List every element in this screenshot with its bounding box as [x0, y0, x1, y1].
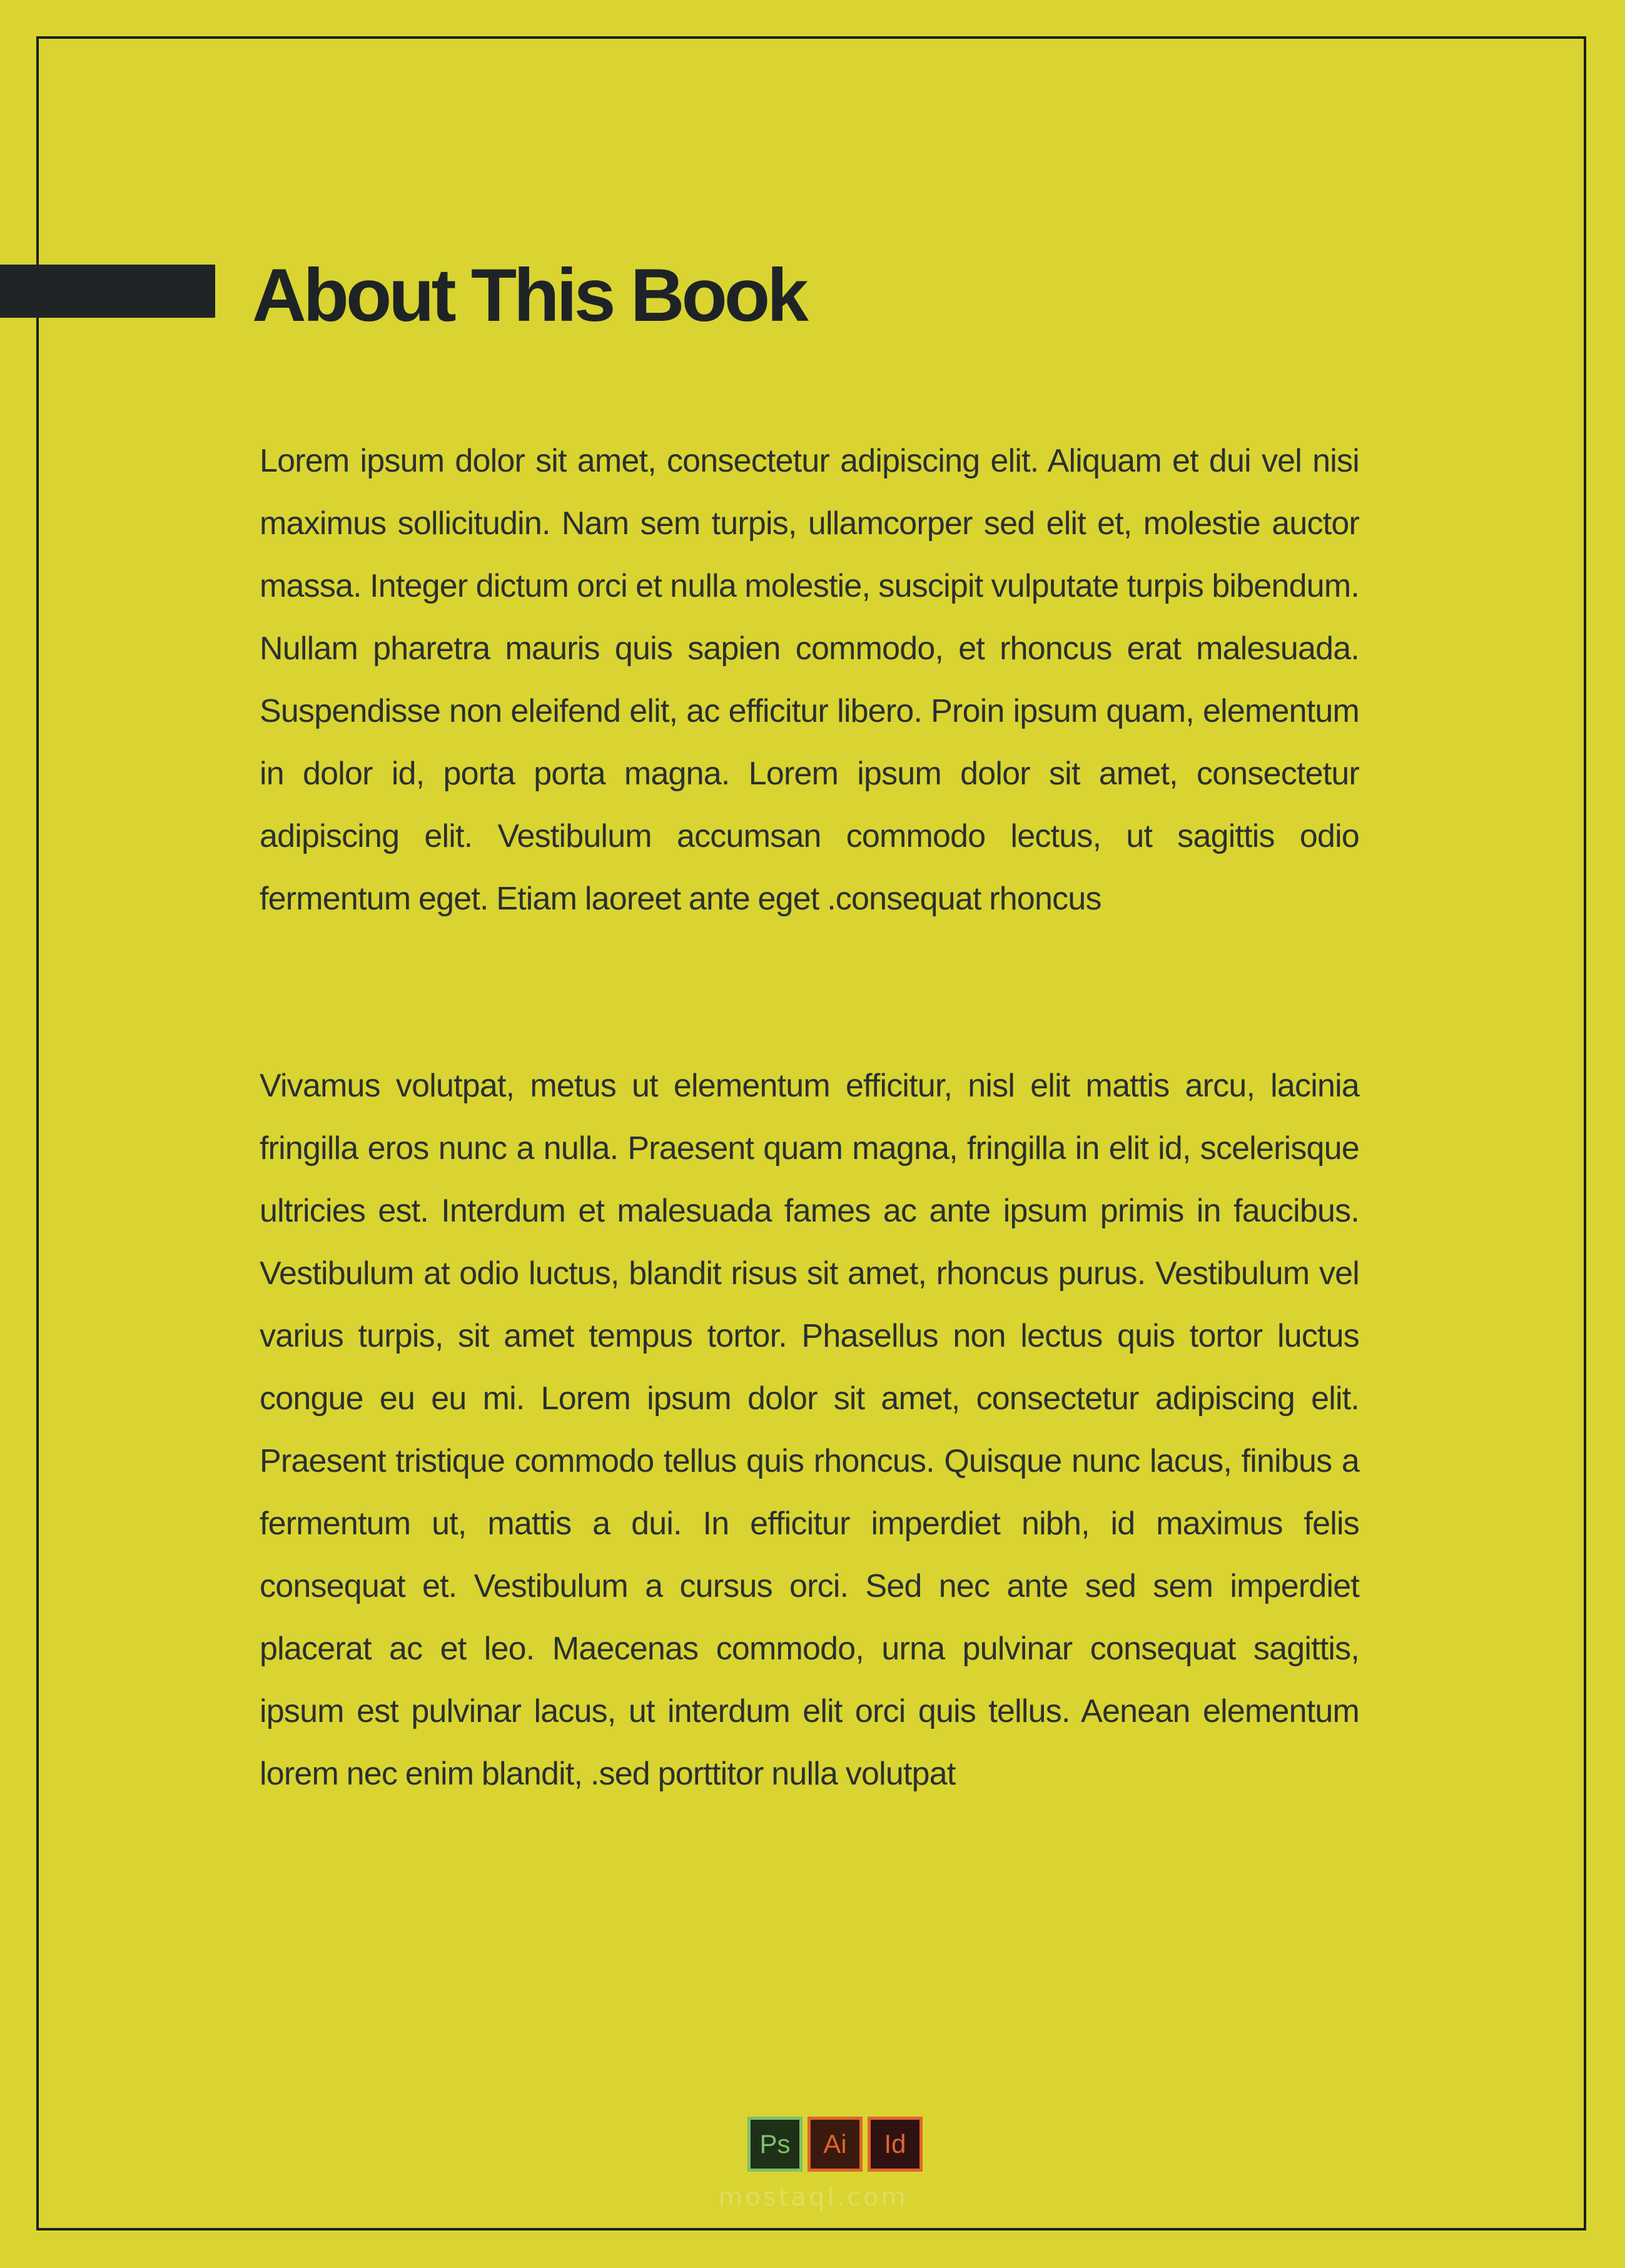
body-paragraph-1: Lorem ipsum dolor sit amet, consectetur adipiscing elit. Aliquam et dui vel nisi maximus sollicitudin. Nam sem turpis, ullamcorper sed elit et, molestie auctor massa. Integer dictum orci et nulla molestie, suscipit vulputate turpis bibendum. Nullam pharetra mauris quis sapien commodo, et rhoncus erat malesuada. Suspendisse non eleifend elit, ac efficitur libero. Proin ipsum quam, elementum in dolor id, porta porta magna. Lorem ipsum dolor sit amet, consectetur adipiscing elit. Vestibulum accumsan commodo lectus, ut sagittis odio fermentum eget. Etiam laoreet ante eget .consequat rhoncus	[260, 443, 1359, 917]
body-paragraph-2: Vivamus volutpat, metus ut elementum efficitur, nisl elit mattis arcu, lacinia fringilla eros nunc a nulla. Praesent quam magna, fringilla in elit id, scelerisque ultricies est. Interdum et malesuada fames ac ante ipsum primis in faucibus. Vestibulum at odio luctus, blandit risus sit amet, rhoncus purus. Vestibulum vel varius turpis, sit amet tempus tortor. Phasellus non lectus quis tortor luctus congue eu eu mi. Lorem ipsum dolor sit amet, consectetur adipiscing elit. Praesent tristique commodo tellus quis rhoncus. Quisque nunc lacus, finibus a fermentum ut, mattis a dui. In efficitur imperdiet nibh, id maximus felis consequat et. Vestibulum a cursus orci. Sed nec ante sed sem imperdiet placerat ac et leo. Maecenas commodo, urna pulvinar consequat sagittis, ipsum est pulvinar lacus, ut interdum elit orci quis tellus. Aenean elementum lorem nec enim blandit, .sed porttitor nulla volutpat	[260, 1068, 1359, 1792]
indesign-icon: Id	[868, 2117, 923, 2172]
illustrator-icon: Ai	[807, 2117, 863, 2172]
heading-accent-bar	[0, 265, 215, 318]
photoshop-icon: Ps	[747, 2117, 802, 2172]
watermark-text: mostaql.com	[718, 2183, 908, 2212]
page-title: About This Book	[252, 253, 806, 337]
software-icons	[747, 2117, 923, 2172]
